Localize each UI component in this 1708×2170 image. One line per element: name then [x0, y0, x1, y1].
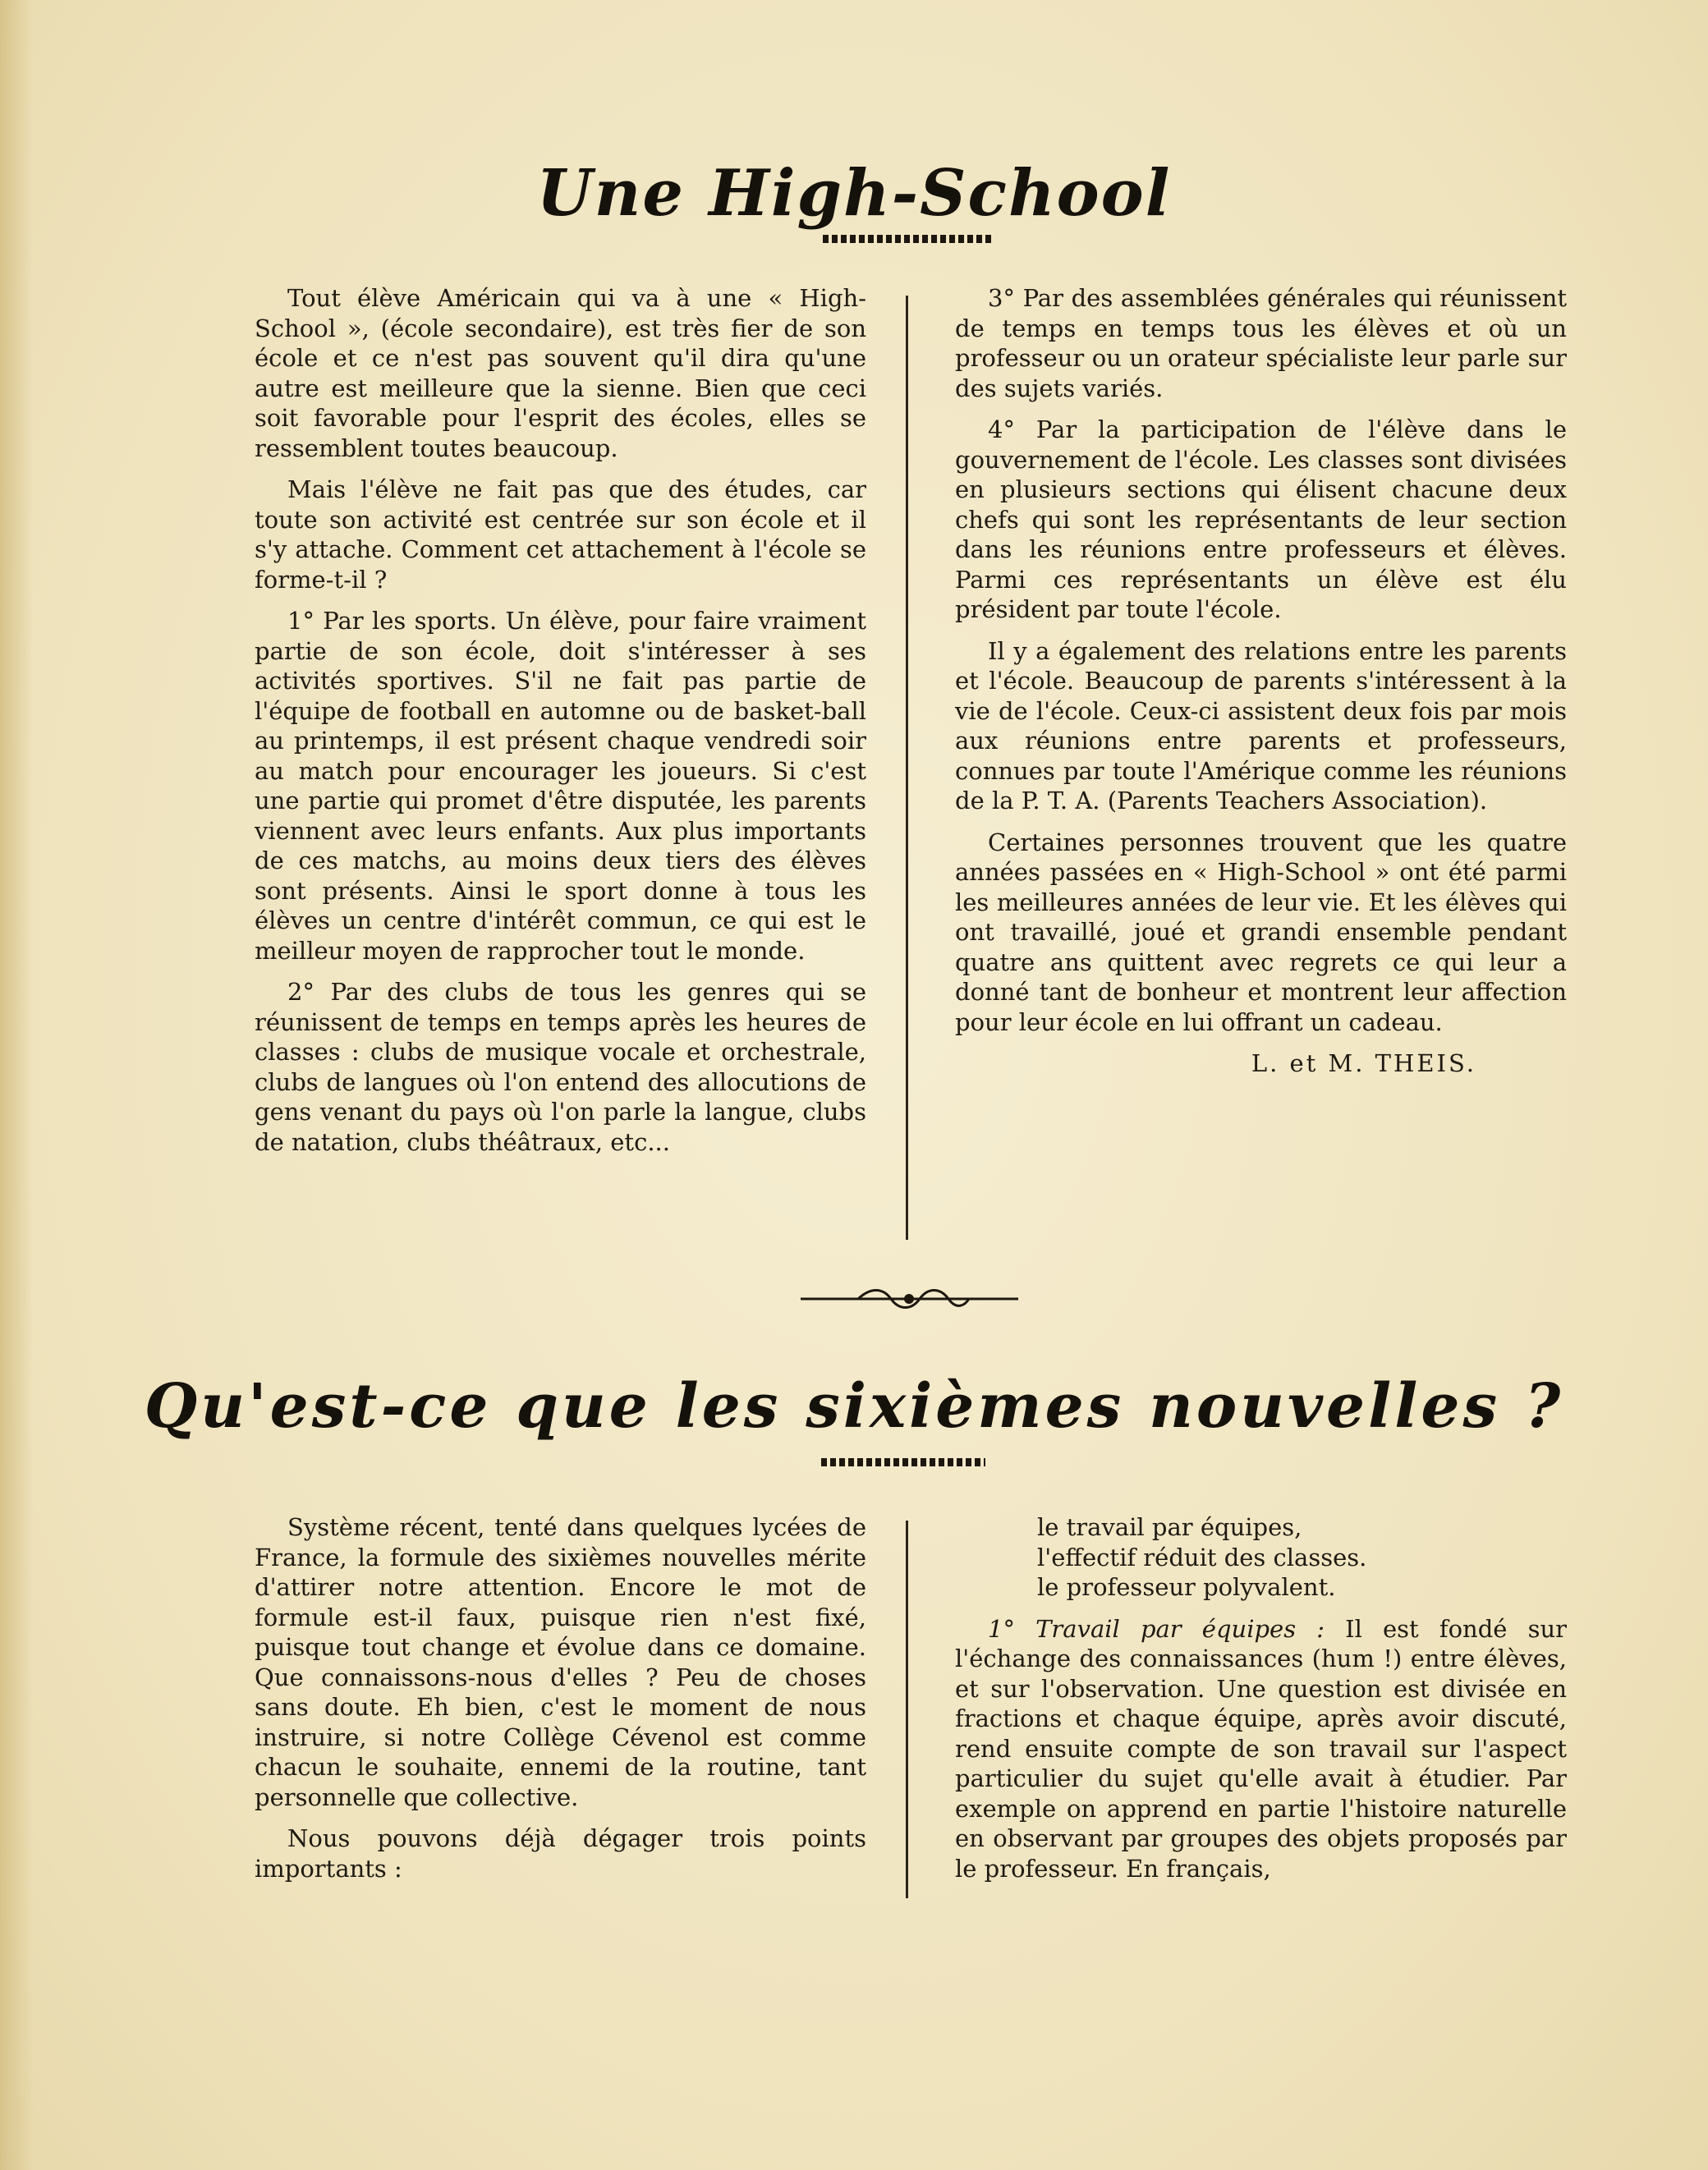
paragraph: 3° Par des assemblées générales qui réunissent de temps en temps tous les élèves et où un professeur ou un orateur spécialiste leur parle sur des sujets variés. [955, 284, 1567, 402]
column-divider [906, 1521, 908, 1898]
list-item: le professeur polyvalent. [1037, 1573, 1336, 1601]
article1-column-left [255, 283, 866, 1168]
paragraph: Tout élève Américain qui va à une « High-School », (école secondaire), est très fier de son école et ce n'est pas souvent qu'il dira qu'une autre est meilleure que la sienne. Bien que ceci soit favorable pour l'esprit des écoles, elles se ressemblent toutes beaucoup. [255, 284, 866, 462]
point-heading: 1° Travail par équipes : [988, 1614, 1325, 1643]
column-divider [906, 296, 908, 1240]
page-edge-stain [0, 0, 33, 2170]
paragraph: 2° Par des clubs de tous les genres qui se réunissent de temps en temps après les heures de classes : clubs de musique vocale et orchestrale, clubs de langues où l'on entend des allocutions de gens venant du pays où l'on parle la langue, clubs de natation, clubs théâtraux, etc... [255, 978, 866, 1156]
article1-column-right [955, 283, 1567, 1079]
article2-column-left [255, 1512, 866, 1895]
title-underline-dots [823, 235, 994, 243]
author-signature: L. et M. THEIS. [1251, 1049, 1476, 1077]
paragraph: Certaines personnes trouvent que les quatre années passées en « High-School » ont été parmi les meilleures années de leur vie. Et les élèves qui ont travaillé, joué et grandi ensemble pendant quatre ans quittent avec regrets ce qui leur a donné tant de bonheur et montrent leur affection pour leur école en lui offrant un cadeau. [955, 828, 1567, 1036]
paragraph: Mais l'élève ne fait pas que des études, car toute son activité est centrée sur son école et il s'y attache. Comment cet attachement à l'école se forme-t-il ? [255, 475, 866, 594]
article1-title: Une High-School [536, 156, 1172, 231]
title-underline-dots [821, 1458, 985, 1466]
paragraph: 1° Par les sports. Un élève, pour faire vraiment partie de son école, doit s'intéresser à ses activités sportives. S'il ne fait pas partie de l'équipe de football en automne ou de basket-ball au printemps, il est présent chaque vendredi soir au match pour encourager les joueurs. Si c'est une partie qui promet d'être disputée, les parents viennent avec leurs enfants. Aux plus importants de ces matchs, au moins deux tiers des élèves sont présents. Ainsi le sport donne à tous les élèves un centre d'intérêt commun, ce qui est le meilleur moyen de rapprocher tout le monde. [255, 607, 866, 965]
ornament-divider-icon [801, 1281, 1018, 1314]
paragraph: Il y a également des relations entre les parents et l'école. Beaucoup de parents s'intéressent à la vie de l'école. Ceux-ci assistent deux fois par mois aux réunions entre parents et professeurs, connues par toute l'Amérique comme les réunions de la P. T. A. (Parents Teachers Association). [955, 636, 1567, 814]
article2-column-right [955, 1512, 1567, 1895]
paragraph [955, 1614, 1567, 1884]
list-item: le travail par équipes, [1037, 1513, 1302, 1541]
paragraph: 4° Par la participation de l'élève dans le gouvernement de l'école. Les classes sont divisées en plusieurs sections qui élisent chacune deux chefs qui sont les représentants de leur section dans les réunions entre professeurs et élèves. Parmi ces représentants un élève est élu président par toute l'école. [955, 415, 1567, 623]
point-text: Il est fondé sur l'échange des connaissances (hum !) entre élèves, et sur l'observation. Une question est divisée en fractions et chaque équipe, après avoir discuté, rend ensuite compte de son travail sur l'aspect particulier du sujet qu'elle avait à étudier. Par exemple on apprend en partie l'histoire naturelle en observant par groupes des objets proposés par le professeur. En français, [955, 1614, 1567, 1883]
list-item: l'effectif réduit des classes. [1037, 1543, 1367, 1571]
paragraph: Nous pouvons déjà dégager trois points importants : [255, 1824, 866, 1883]
paragraph: Système récent, tenté dans quelques lycées de France, la formule des sixièmes nouvelles mérite d'attirer notre attention. Encore le mot de formule est-il faux, puisque rien n'est fixé, puisque tout change et évolue dans ce domaine. Que connaissons-nous d'elles ? Peu de choses sans doute. Eh bien, c'est le moment de nous instruire, si notre Collège Cévenol est comme chacun le souhaite, ennemi de la routine, tant personnelle que collective. [255, 1513, 866, 1811]
article2-title: Qu'est-ce que les sixièmes nouvelles ? [144, 1371, 1564, 1442]
